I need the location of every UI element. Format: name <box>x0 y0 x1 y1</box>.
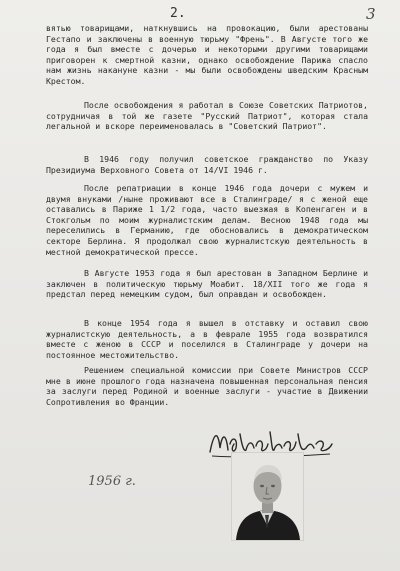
paragraph-6: В конце 1954 года я вышел в отставку и оставил свою журналистскую деятельность, а в феврале 1955 года возвратился вместе с женою в СССР и поселился в Сталинграде у дочери на постоянное местожительство. <box>46 318 368 360</box>
paragraph-4: После репатриации в конце 1946 года дочери с мужем и двумя внуками /ныне проживают все в Сталинграде/ я с женой еще оставались в Париже 1 1/2 года, часто выезжая в Копенгаген и в Стокгольм по моим журналистским делам. Весною 1948 года мы переселились в Германию, где обосновались в демократическом секторе Берлина. Я продолжал свою журналистскую деятельность в местной демократической прессе. <box>46 183 368 257</box>
handwritten-year: 1956 г. <box>88 474 136 489</box>
paragraph-7: Решением специальной комиссии при Совете Министров СССР мне в июне прошлого года назначена повышенная персональная пенсия за заслуги перед Родиной и военные заслуги - участие в Движении Сопротивления во Франции. <box>46 365 368 407</box>
paragraph-3: В 1946 году получил советское гражданство по Указу Президиума Верховного Совета от 14/VI 1946 г. <box>46 154 368 175</box>
paragraph-5: В Августе 1953 года я был арестован в Западном Берлине и заключен в политическую тюрьму Моабит. 18/XII того же года я предстал перед немецким судом, был оправдан и освобожден. <box>46 268 368 300</box>
page-number: 2. <box>170 6 186 21</box>
paragraph-2: После освобождения я работал в Союзе Советских Патриотов, сотрудничая в той же газете "Русский Патриот", которая стала легальной и вскоре переименовалась в "Советский Патриот". <box>46 100 368 132</box>
paragraph-1: вятью товарищами, наткнувшись на провокацию, были арестованы Гестапо и заключены в военную тюрьму "Френь". В Августе того же года я был вместе с дочерью и некоторыми другими товарищами приговорен к смертной казни, однако освобождение Парижа спасло нам жизнь накануне казни - мы были освобождены шведским Красным Крестом. <box>46 23 368 86</box>
handwritten-page-number: 3 <box>366 5 376 23</box>
portrait-photo <box>231 452 304 541</box>
